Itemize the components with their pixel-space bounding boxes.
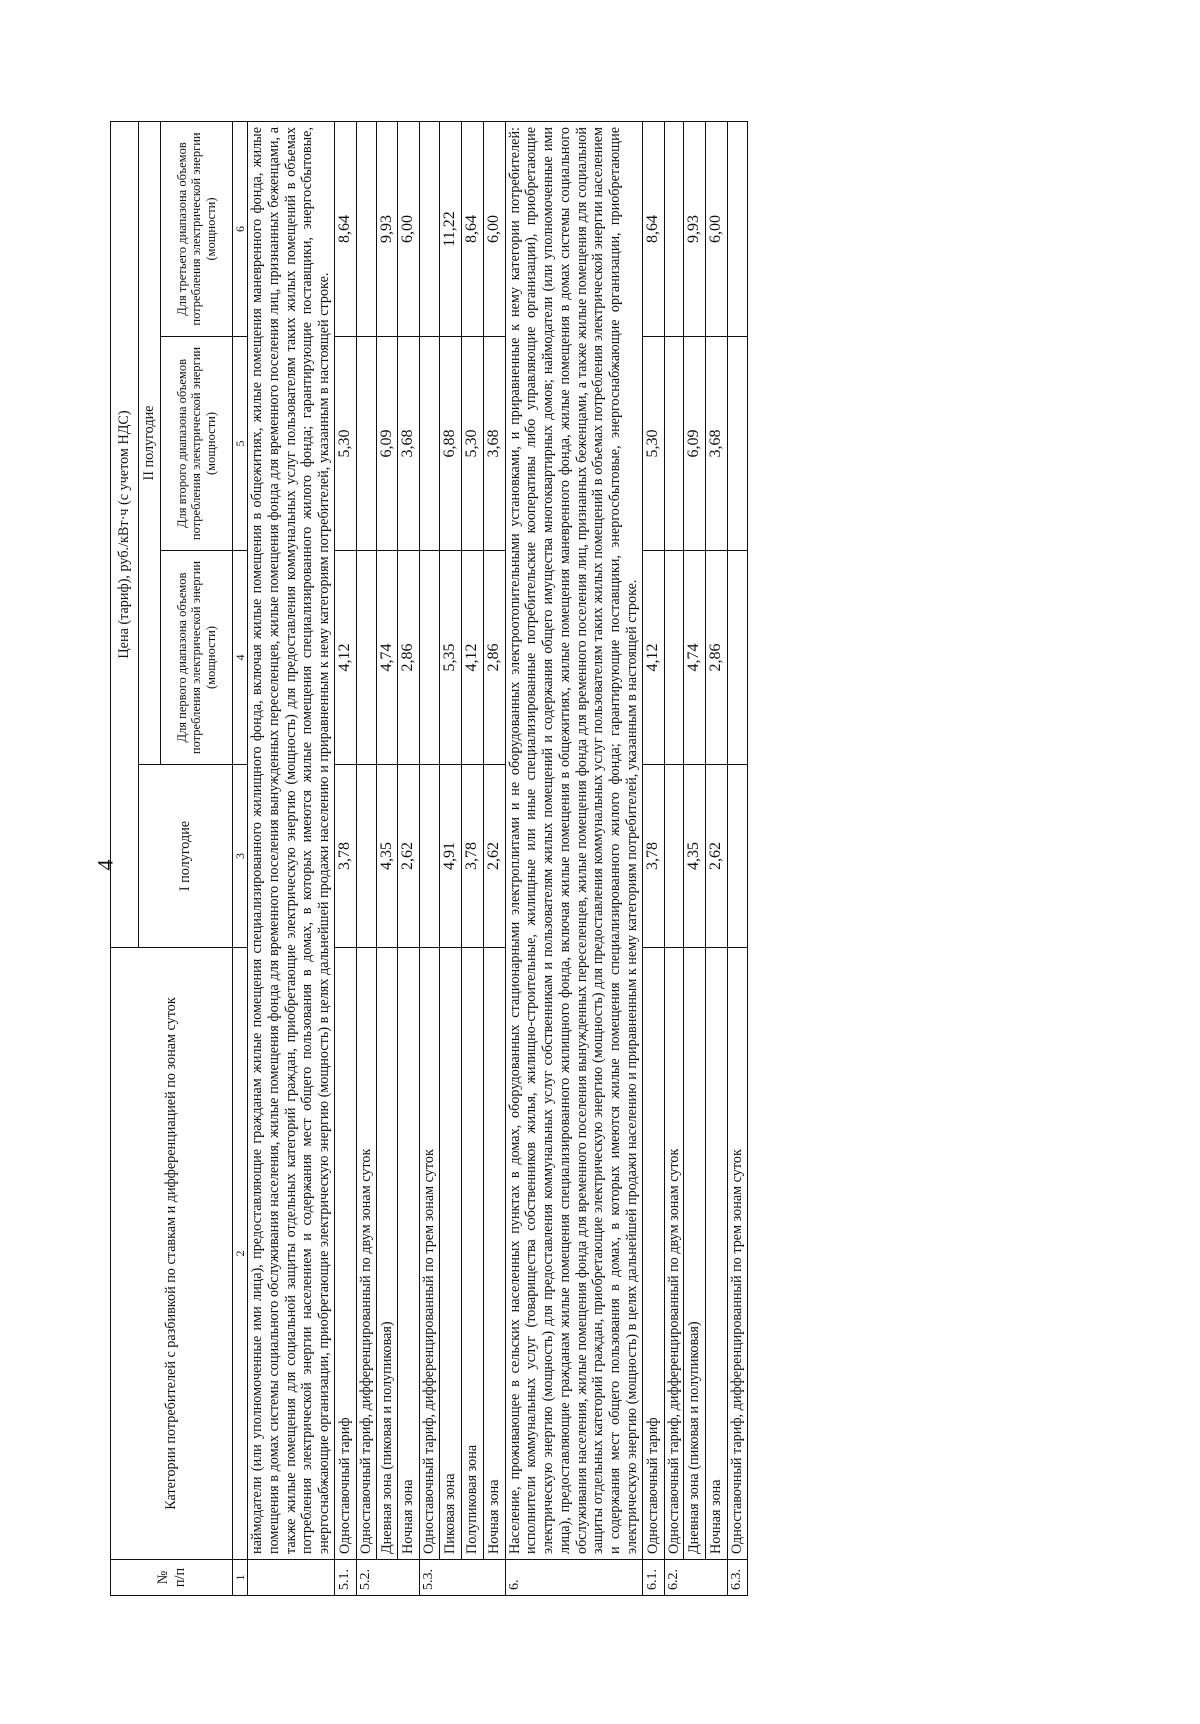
row-6-2-day-h1: 4,35 — [684, 765, 706, 948]
row-6-2-night-r2: 3,68 — [706, 337, 728, 551]
row-5-3-peak-h1: 4,91 — [440, 765, 462, 948]
header-range1: Для первого диапазона объемов потребления электрической энергии (мощности) — [161, 551, 233, 765]
row-5-2-day-label: Дневная зона (пиковая и полупиковая) — [376, 948, 398, 1560]
header-no: № п/п — [111, 1560, 233, 1596]
row-6-1-h1: 3,78 — [642, 765, 664, 948]
row-5-2-night-label: Ночная зона — [398, 948, 420, 1560]
header-half1: I полугодие — [139, 765, 233, 948]
row-5-3-night-label: Ночная зона — [483, 948, 505, 1560]
row-5-3-semipeak-label: Полупиковая зона — [461, 948, 483, 1560]
header-half2: II полугодие — [139, 122, 161, 765]
row-6-2-day-r3: 9,93 — [684, 122, 706, 337]
row-6-2-day-r2: 6,09 — [684, 337, 706, 551]
row-5-3-semipeak-r2: 5,30 — [461, 337, 483, 551]
row-5-1-r1: 4,12 — [334, 551, 356, 765]
row-6-2-night-label: Ночная зона — [706, 948, 728, 1560]
row-6-2-no: 6.2. — [664, 1560, 728, 1596]
row-5-2-night-r2: 3,68 — [398, 337, 420, 551]
row-5-3-semipeak-r1: 4,12 — [461, 551, 483, 765]
desc-5-cont: наймодатели (или уполномоченные ими лица), предоставляющие гражданам жилые помещения специализированного жилищного фонда, включая жилые помещения в общежитиях, жилые помещения маневренного фонда, жилые помещения в домах системы социального обслуживания населения, жилые помещения фонда для временного поселения вынужденных переселенцев, жилые помещения фонда для временного поселения лиц, признанных беженцами, а также жилые помещения для социальной защиты отдельных категорий граждан, приобретающие электрическую энергию (мощность) для предоставления коммунальных услуг пользователям таких жилых помещений в объемах потребления электрической энергии населением и содержания мест общего пользования в домах, в которых имеются жилые помещения специализированного жилого фонда; гарантирующие поставщики, энергосбытовые, энергоснабжающие организации, приобретающие электрическую энергию (мощность) в целях дальнейшей продажи населению и приравненным к нему категориям потребителей, указанным в настоящей строке. — [248, 122, 335, 1560]
row-6-2-label: Одноставочный тариф, дифференцированный по двум зонам суток — [664, 948, 684, 1560]
row-6-1-r2: 5,30 — [642, 337, 664, 551]
row-6-3-no: 6.3. — [728, 1560, 748, 1596]
row-5-1-label: Одноставочный тариф — [334, 948, 356, 1560]
row-6-2-day-r1: 4,74 — [684, 551, 706, 765]
header-range3: Для третьего диапазона объемов потребления электрической энергии (мощности) — [161, 122, 233, 337]
row-5-2-night-h1: 2,62 — [398, 765, 420, 948]
page-number: 4 — [92, 859, 118, 871]
row-5-3-peak-r2: 6,88 — [440, 337, 462, 551]
row-6-no: 6. — [505, 1560, 642, 1596]
row-5-3-semipeak-h1: 3,78 — [461, 765, 483, 948]
row-6-2-night-r3: 6,00 — [706, 122, 728, 337]
row-5-2-day-h1: 4,35 — [376, 765, 398, 948]
row-5-1-h1: 3,78 — [334, 765, 356, 948]
row-6-2-day-label: Дневная зона (пиковая и полупиковая) — [684, 948, 706, 1560]
row-5-3-semipeak-r3: 8,64 — [461, 122, 483, 337]
row-5-1-r2: 5,30 — [334, 337, 356, 551]
row-5-3-peak-label: Пиковая зона — [440, 948, 462, 1560]
rotated-tariff-table — [110, 122, 1074, 1596]
desc-6: Население, проживающее в сельских населенных пунктах в домах, оборудованных стационарными электроплитами и не оборудованных электроотопительными установками, и приравненные к нему категории потребителей: исполнители коммунальных услуг (товарищества собственников жилья, жилищно-строительные, жилищные или иные специализированные потребительские кооперативы либо управляющие организации), приобретающие электрическую энергию (мощность) для предоставления коммунальных услуг собственникам и пользователям жилых помещений и содержания общего имущества многоквартирных домов; наймодатели (или уполномоченные ими лица), предоставляющие гражданам жилые помещения специализированного жилищного фонда, включая жилые помещения в общежитиях, жилые помещения маневренного фонда, жилые помещения в домах системы социального обслуживания населения, жилые помещения фонда для временного поселения вынужденных переселенцев, жилые помещения фонда для временного поселения лиц, признанных беженцами, а также жилые помещения для социальной защиты отдельных категорий граждан, приобретающие электрическую энергию (мощность) для предоставления коммунальных услуг пользователям таких жилых помещений в объемах потребления электрической энергии населением и содержания мест общего пользования в домах, в которых имеются жилые помещения специализированного жилого фонда; гарантирующие поставщики, энергосбытовые, энергоснабжающие организации, приобретающие электрическую энергию (мощность) в целях дальнейшей продажи населению и приравненным к нему категориям потребителей, указанным в настоящей строке. — [505, 122, 642, 1560]
row-5-2-night-r3: 6,00 — [398, 122, 420, 337]
row-5-3-night-r3: 6,00 — [483, 122, 505, 337]
header-range2: Для второго диапазона объемов потребления электрической энергии (мощности) — [161, 337, 233, 551]
colnum-1: 1 — [233, 1560, 248, 1596]
row-6-2-night-h1: 2,62 — [706, 765, 728, 948]
row-6-1-no: 6.1. — [642, 1560, 664, 1596]
row-5-3-peak-r1: 5,35 — [440, 551, 462, 765]
row-6-1-label: Одноставочный тариф — [642, 948, 664, 1560]
colnum-3: 3 — [233, 765, 248, 948]
row-5-3-no: 5.3. — [420, 1560, 505, 1596]
colnum-4: 4 — [233, 551, 248, 765]
row-5-1-r3: 8,64 — [334, 122, 356, 337]
row-5-2-night-r1: 2,86 — [398, 551, 420, 765]
row-5-2-day-r1: 4,74 — [376, 551, 398, 765]
row-5-1-no: 5.1. — [334, 1560, 356, 1596]
row-5-cont-no — [248, 1560, 335, 1596]
row-5-3-night-r2: 3,68 — [483, 337, 505, 551]
header-category: Категории потребителей с разбивкой по ставкам и дифференциацией по зонам суток — [111, 948, 233, 1560]
header-price: Цена (тариф), руб./кВт·ч (с учетом НДС) — [111, 122, 139, 948]
row-5-3-peak-r3: 11,22 — [440, 122, 462, 337]
row-5-2-day-r3: 9,93 — [376, 122, 398, 337]
row-6-2-night-r1: 2,86 — [706, 551, 728, 765]
row-5-3-label: Одноставочный тариф, дифференцированный по трем зонам суток — [420, 948, 440, 1560]
row-5-3-night-r1: 2,86 — [483, 551, 505, 765]
row-5-2-label: Одноставочный тариф, дифференцированный по двум зонам суток — [356, 948, 376, 1560]
colnum-6: 6 — [233, 122, 248, 337]
row-6-3-label: Одноставочный тариф, дифференцированный по трем зонам суток — [728, 948, 748, 1560]
row-6-1-r3: 8,64 — [642, 122, 664, 337]
row-6-1-r1: 4,12 — [642, 551, 664, 765]
row-5-2-day-r2: 6,09 — [376, 337, 398, 551]
colnum-5: 5 — [233, 337, 248, 551]
row-5-3-night-h1: 2,62 — [483, 765, 505, 948]
tariff-table — [110, 121, 748, 1596]
colnum-2: 2 — [233, 948, 248, 1560]
row-5-2-no: 5.2. — [356, 1560, 420, 1596]
